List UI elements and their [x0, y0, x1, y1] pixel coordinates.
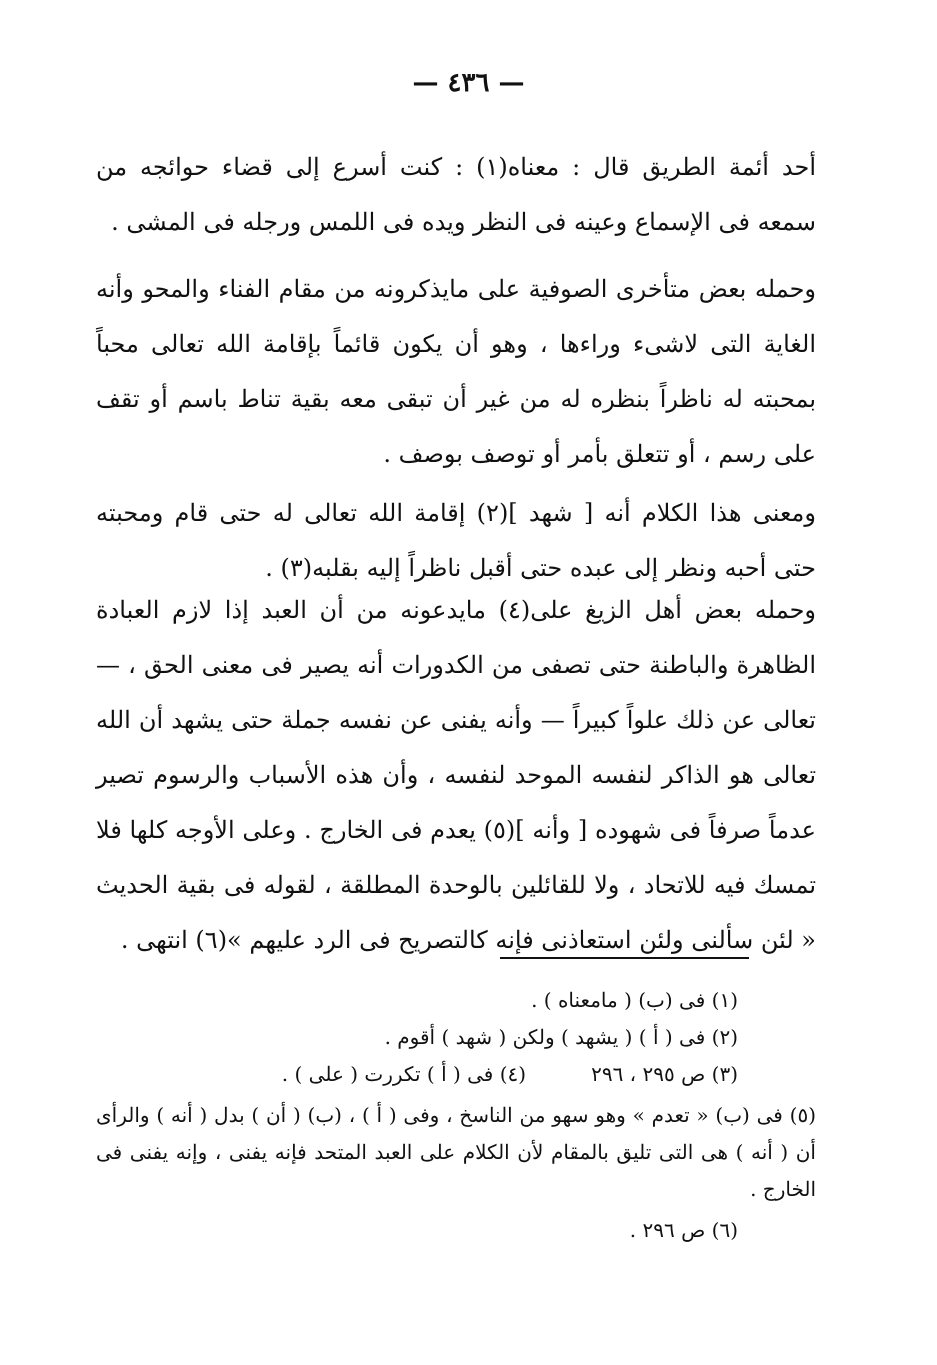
- footnote-4: (٤) فى ( أ ) تكررت ( على ) .: [281, 1062, 527, 1086]
- footnotes: [96, 982, 816, 1249]
- page-number: — ٤٣٦ —: [412, 68, 525, 98]
- footnote-6: (٦) ص ٢٩٦ .: [629, 1218, 738, 1242]
- footnote-row-3-4: [96, 1056, 816, 1093]
- footnote-1: (١) فى (ب) ( مامعناه ) .: [531, 988, 738, 1012]
- paragraph-3: ومعنى هذا الكلام أنه [ شهد ](٢) إقامة الله تعالى له حتى قام ومحبته حتى أحبه ونظر إلى عبده حتى أقبل ناظراً إليه بقلبه(٣) .: [96, 499, 817, 582]
- footnote-2: (٢) فى ( أ ) ( يشهد ) ولكن ( شهد ) أقوم .: [384, 1025, 738, 1049]
- footnote-5: (٥) فى (ب) « تعدم » وهو سهو من الناسخ ، وفى ( أ ) ، (ب) ( أن ) بدل ( أنه ) والرأى أن ( أنه ) هى التى تليق بالمقام لأن الكلام على العبد المتحد فإنه يفنى ، وإنه يفنى فى الخارج .: [96, 1103, 816, 1201]
- paragraph-2: وحمله بعض متأخرى الصوفية على مايذكرونه من مقام الفناء والمحو وأنه الغاية التى لاشىء وراءها ، وهو أن يكون قائماً بإقامة الله تعالى محباً بمحبته له ناظراً بنظره له من غير أن تبقى معه بقية تناط باسم أو تقف على رسم ، أو تتعلق بأمر أو توصف بوصف .: [96, 275, 816, 468]
- footnote-3: (٣) ص ٢٩٥ ، ٢٩٦: [591, 1062, 738, 1086]
- paragraph-4: وحمله بعض أهل الزيغ على(٤) مايدعونه من أن العبد إذا لازم العبادة الظاهرة والباطنة حتى تصفى من الكدورات أنه يصير فى معنى الحق ، — تعالى عن ذلك علواً كبيراً — وأنه يفنى عن نفسه جملة حتى يشهد أن الله تعالى هو الذاكر لنفسه الموحد لنفسه ، وأن هذه الأسباب والرسوم تصير عدماً صرفاً فى شهوده [ وأنه ](٥) يعدم فى الخارج . وعلى الأوجه كلها فلا تمسك فيه للاتحاد ، ولا للقائلين بالوحدة المطلقة ، لقوله فى بقية الحديث « لئن سألنى ولئن استعاذنى فإنه كالتصريح فى الرد عليهم »(٦) انتهى .: [96, 596, 817, 954]
- paragraph-1: أحد أئمة الطريق قال : معناه(١) : كنت أسرع إلى قضاء حوائجه من سمعه فى الإسماع وعينه فى النظر ويده فى اللمس ورجله فى المشى .: [96, 153, 816, 236]
- footnote-divider: [500, 957, 749, 959]
